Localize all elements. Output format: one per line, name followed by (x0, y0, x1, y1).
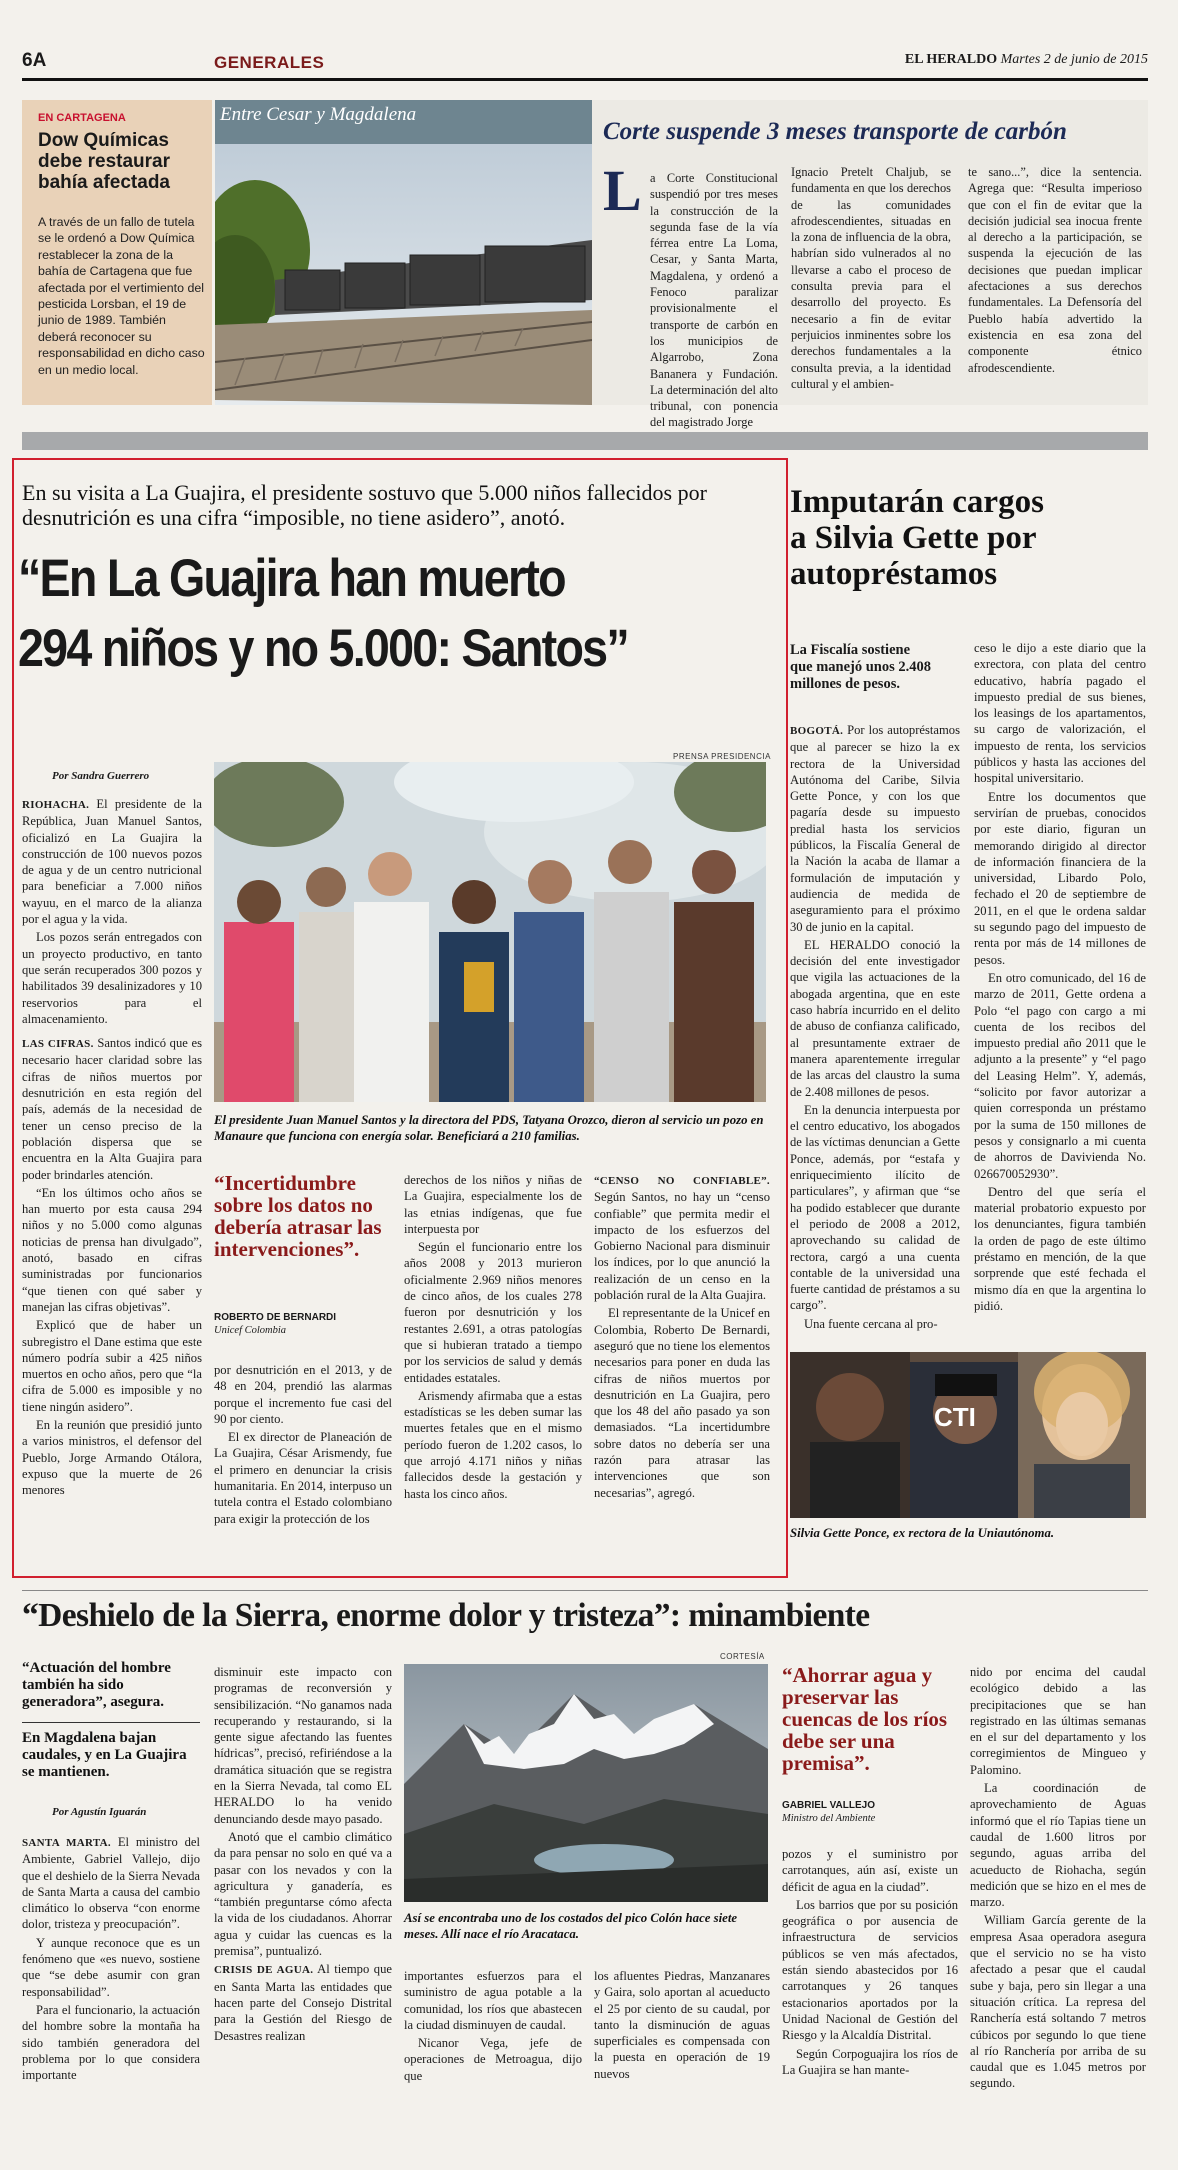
paper-name: EL HERALDO (904, 52, 998, 67)
sierra-caption: Así se encontraba uno de los costados del pico Colón hace siete meses. Allí nace el río Aracataca. (404, 1911, 738, 1941)
train-photo (215, 100, 592, 405)
gette-headline-line-2: a Silvia Gette por (790, 520, 1037, 556)
main-col-4-p2: El representante de la Unicef en Colombia, Roberto De Bernardi, aseguró que no tiene los elementos necesarios para poner en duda las cifras de niños muertos por desnutrición en La Guajira, pero que los 48 del año pasado ya son demasiados. “La incertidumbre sobre datos no debería ser una razón para atrasar las intervenciones que son necesarias”, agregó. (594, 1306, 770, 1500)
vallejo-quote-author: GABRIEL VALLEJO (782, 1800, 875, 1811)
vallejo-quote: “Ahorrar agua y preservar las cuencas de los ríos debe ser una premisa”. (782, 1663, 948, 1775)
main-headline-line-1: “En La Guajira han muerto (18, 549, 565, 608)
gette-col-1-p3: En la denuncia interpuesta por el centro educativo, los abogados de las víctimas denuncian a Gette Ponce, además, por “estafa y enriquecimiento ilícito de particulares”, y afirman que “se ha podido establecer que durante el periodo de 2008 a 2012, aprovechando su calidad de rectora, cargó a una cuenta contable de la universidad una fuerte cantidad de préstamos a su cargo”. (790, 1102, 960, 1313)
gette-col-1-p2: EL HERALDO conoció la decisión del ente investigador que vigila las actuaciones de la abogada argentina, que en este caso habría incurrido en el delito de abuso de confianza calificado, al presuntamente extraer de manera aparentemente irregular de las arcas del claustro la suma de 2.408 millones de pesos. (790, 937, 960, 1099)
sierra-col-1 (22, 1834, 200, 2085)
masthead-rule (22, 78, 1148, 81)
gette-headline (790, 484, 1160, 592)
main-col-1-p4: “En los últimos ocho años se han muerto por esta causa 294 niños y no 5.000 como algunas noticias de prensa han divulgado”, anotó, basado en cifras suministradas por funcionarios “que tienen con qué saber y manejan las cifras objetivas”. (22, 1185, 202, 1314)
sierra-col-6-p2: La coordinación de aprovechamiento de Aguas informó que el río Tapias tiene un caudal de 1.600 litros por segundo, aguas arriba del acueducto de Riohacha, según medición que se hizo en el mes de marzo. (970, 1781, 1146, 1910)
train-col-2 (791, 164, 951, 394)
train-col-3 (968, 164, 1142, 378)
sierra-col-5 (782, 1846, 958, 2080)
gette-photo-text: CTI (934, 1402, 976, 1432)
sierra-sub-1: “Actuación del hombre también ha sido generadora”, asegura. (22, 1660, 171, 1710)
train-col-3-text: te sano...”, dice la sentencia. Agrega que: “Resulta imperioso que con el fin de evitar que la decisión judicial sea inocua frente al derecho a la participación, se suspenda la ejecución de las decisiones que puedan implicar afectaciones a sus derechos fundamentales. La Defensoría del Pueblo había advertido la existencia en esa zona del componente étnico afrodescendiente. (968, 165, 1142, 375)
sierra-headline: “Deshielo de la Sierra, enorme dolor y tristeza”: minambiente (22, 1597, 870, 1634)
vallejo-quote-role: Ministro del Ambiente (782, 1813, 876, 1824)
sierra-photo-credit: CORTESÍA (720, 1652, 765, 1661)
sierra-col-1-p1: El ministro del Ambiente, Gabriel Vallejo, dijo que el deshielo de la Sierra Nevada de Santa Marta a causa del cambio climático lo observa “con enorme dolor, tristeza y preocupación”. (22, 1835, 201, 1932)
gette-col-2-p3: En otro comunicado, del 16 de marzo de 2011, Gette ordena a Polo “el pago con cargo a mi cuenta de los recibos del impuesto predial año 2011 que le adjunto a la presente” y “el pago del Leasing Helm”. Y, además, “solicito por favor autorizar a quien corresponda un préstamo por la suma de 150 millones de pesos y consignarlo a mi cuenta de ahorros de Davivienda No. 026670052930”. (974, 970, 1146, 1181)
main-deck: En su visita a La Guajira, el presidente sostuvo que 5.000 niños fallecidos por desnutrición es una cifra “imposible, no tiene asidero”, anotó. (22, 480, 707, 530)
train-headline: Corte suspende 3 meses transporte de carbón (603, 118, 1067, 145)
gette-photo (790, 1352, 1146, 1518)
main-subhead-censo: “CENSO NO CONFIABLE”. (594, 1175, 770, 1187)
gette-col-2 (974, 640, 1146, 1316)
sierra-sub-rule (22, 1722, 200, 1723)
main-col-3 (404, 1172, 582, 1504)
main-col-1-p1: El presidente de la República, Juan Manuel Santos, oficializó en La Guajira la construcción de 100 nuevos pozos de agua y de un centro nutricional para beneficiar a 7.000 niños wayuu, en el marco de la alianza por el agua y la vida. (22, 797, 202, 927)
main-col-1-p6: En la reunión que presidió junto a varios ministros, el defensor del Pueblo, Jorge Armando Otálora, expuso que la muerte de 26 menores (22, 1417, 202, 1498)
unicef-quote-role: Unicef Colombia (214, 1325, 287, 1336)
sierra-col-2-p3: Al tiempo que en Santa Marta las entidades que hacen parte del Consejo Distrital para la Gestión del Riesgo de Desastres realizan (214, 1962, 392, 2043)
brief-title: Dow Químicas debe restaurar bahía afectada (38, 130, 171, 193)
gette-col-1-p1: Por los autopréstamos que al parecer se hizo la ex rectora de la Universidad Autónoma del Caribe, Silvia Gette Ponce, y con los que pagaría desde su impuesto predial hasta los servicios públicos, la Fiscalía General de la Nación la acaba de llamar a formulación de imputación y audiencia de medida de aseguramiento para el próximo 30 de junio en la capital. (790, 723, 960, 934)
train-col-2-text: Ignacio Pretelt Chaljub, se fundamenta en que los derechos de las comunidades afrodescendientes, situadas en la zona de influencia de la obra, habrían sido vulnerados al no llevarse a cabo el proceso de consulta previa para el desarrollo del proyecto. Es necesario a fin de evitar perjuicios inminentes sobre los derechos fundamentales a la consulta previa, a la identidad cultural y el ambien- (791, 165, 951, 391)
section-name: GENERALES (214, 53, 325, 72)
sierra-col-5-p1: pozos y el suministro por carrotanques, aún así, existe un déficit de agua en la ciudad”. (782, 1847, 958, 1894)
sierra-col-5-p3: Según Corpoguajira los ríos de La Guajira se han mante- (782, 2046, 958, 2077)
sierra-col-6-p1: nido por encima del caudal ecológico debido a las precipitaciones que se han registrado en las últimas semanas en el sur del departamento y los corregimientos de Mingueo y Palomino. (970, 1665, 1146, 1777)
santos-caption: El presidente Juan Manuel Santos y la directora del PDS, Tatyana Orozco, dieron al servicio un pozo en Manaure que funciona con energía solar. Beneficiará a 210 familias. (214, 1113, 764, 1143)
main-col-3-p3: Arismendy afirmaba que a estas estadísticas se les deben sumar las muertes fetales que en el mismo período fueron de 1.202 casos, lo que arrojó 4.171 niños y niñas fallecidos desde la gestación y hasta los cinco años. (404, 1388, 582, 1501)
train-col-1 (650, 170, 778, 433)
sierra-photo (404, 1664, 768, 1902)
sierra-byline: Por Agustín Iguarán (52, 1806, 147, 1818)
gette-col-2-p4: Dentro del que sería el material probatorio expuesto por los denunciantes, figura también la orden de pago de este último préstamo en mención, de la que sorprende que esté fechada el mismo día en que la argentina lo pidió. (974, 1184, 1146, 1313)
main-byline: Por Sandra Guerrero (52, 770, 150, 782)
gette-col-1-p4: Una fuente cercana al pro- (804, 1316, 938, 1331)
sierra-col-4-p1: los afluentes Piedras, Manzanares y Gaira, solo aportan al acueducto el 25 por ciento de su caudal, por tanto la disminución de aguas superficiales es compensada con la puesta en operación de 19 nuevos (594, 1969, 770, 2081)
main-col-1 (22, 796, 202, 1500)
sierra-col-1-p3: Para el funcionario, la actuación del hombre sobre la montaña ha sido también generadora del problema por lo que considera importante (22, 2002, 200, 2083)
section-divider (22, 432, 1148, 450)
page-number: 6A (22, 50, 47, 71)
sierra-col-2-p1: disminuir este impacto con programas de reconversión y sensibilización. “No ganamos nada recuperando y restaurando, si la gente sigue afectando las fuentes hídricas”, precisó, refiriéndose a la dramática situación que se registra en la Sierra Nevada, tal como EL HERALDO lo ha venido denunciando desde mayo pasado. (214, 1665, 392, 1826)
sierra-col-3-p1: importantes esfuerzos para el suministro de agua potable a la comunidad, los ríos que abastecen la ciudad disminuyen de caudal. (404, 1969, 582, 2032)
sierra-col-2-p2: Anotó que el cambio climático da para pensar no solo en qué va a pasar con los nevados y con la agricultura y ganadería, es “también preguntarse cómo afecta la vida de los ciudadanos. Ahorrar agua y cuidar las cuencas es la premisa”, puntualizó. (214, 1829, 392, 1959)
main-col-4 (594, 1172, 770, 1503)
main-col-1-p5: Explicó que de haber un subregistro el Dane estima que este número podría subir a 425 niños muertos en ocho años, pero que “la cifra de 5.000 es imposible y no tiene ningún asidero”. (22, 1318, 202, 1414)
main-col-1-p2: Los pozos serán entregados con un proyecto productivo, en tanto que serán recuperados 300 pozos y habilitados 39 desalinizadores y 10 reservorios para el almacenamiento. (22, 930, 202, 1026)
gette-dateline: BOGOTÁ. (790, 725, 844, 737)
unicef-quote-author: ROBERTO DE BERNARDI (214, 1312, 337, 1323)
gette-col-1 (790, 722, 960, 1334)
masthead-paper (905, 52, 1148, 68)
train-dropcap: L (603, 158, 642, 223)
sierra-top-rule (22, 1590, 1148, 1591)
gette-caption: Silvia Gette Ponce, ex rectora de la Uniautónoma. (790, 1526, 1055, 1540)
gette-headline-line-3: autopréstamos (790, 556, 998, 592)
main-dateline: RIOHACHA. (22, 799, 90, 811)
main-col-3-p2: Según el funcionario entre los años 2008 y 2013 murieron oficialmente 2.969 niños menores de cinco años, de los cuales 278 fueron por desnutrición y los restantes 2.691, a otras patologías que si hubieran tratado a tiempo por los servicios de salud y demás entidades estatales. (404, 1240, 582, 1385)
sierra-col-2 (214, 1664, 392, 2046)
santos-photo (214, 762, 766, 1102)
issue-date: Martes 2 de junio de 2015 (1000, 52, 1148, 67)
sierra-col-6 (970, 1664, 1146, 2094)
main-col-2-p1: por desnutrición en el 2013, y de 48 en 204, prendió las alarmas porque el incremento fue casi del 90 por ciento. (214, 1363, 392, 1426)
main-photo-credit: PRENSA PRESIDENCIA (673, 752, 771, 761)
main-headline-line-2: 294 niños y no 5.000: Santos” (18, 619, 628, 678)
train-photo-label: Entre Cesar y Magdalena (220, 104, 417, 125)
sierra-col-6-p3: William García gerente de la empresa Asaa operadora asegura que el servicio no se ha visto afectado a pesar que el caudal sube y baja, pero sin llegar a una situación crítica. La represa del Ranchería está soltando 7 metros cúbicos por segundo lo que tiene al río Ranchería por arriba de su caudal que es 1.045 metros por segundo. (970, 1913, 1146, 2091)
main-col-2 (214, 1362, 392, 1529)
brief-body: A través de un fallo de tutela se le ordenó a Dow Química restablecer la zona de la bahía de Cartagena que fue afectada por el vertimiento del pesticida Lorsban, el 19 de junio de 1989. También deberá reconocer su responsabilidad en dicho caso en un medio local. (38, 215, 205, 377)
main-col-3-p1: derechos de los niños y niñas de La Guajira, especialmente los de las etnias indígenas, que fue interpuesta por (404, 1173, 582, 1236)
main-col-2-p2: El ex director de Planeación de La Guajira, César Arismendy, fue el primero en denunciar la crisis humanitaria. En 2014, interpuso un tutela contra el Estado colombiano para exigir la protección de los (214, 1430, 392, 1526)
gette-col-2-p2: Entre los documentos que servirían de pruebas, conocidos por este diario, figuran un memorando dirigido al director de información financiera de la universidad, Libardo Polo, fechado el 20 de septiembre de 2011, en el que le ordena saldar su segundo pago del impuesto de renta por más de 14 millones de pesos. (974, 789, 1146, 967)
sierra-col-4 (594, 1968, 770, 2084)
main-subhead-cifras: LAS CIFRAS. (22, 1038, 94, 1051)
sierra-col-3 (404, 1968, 582, 2086)
train-col-1-text: a Corte Constitucional suspendió por tres meses la construcción de la segunda fase de la vía férrea entre La Loma, Cesar, y Santa Marta, Magdalena, y ordenó a Fenoco paralizar provisionalmente el transporte de carbón en los municipios de Algarrobo, Zona Bananera y Fundación. La determinación del alto tribunal, con ponencia del magistrado Jorge (650, 171, 778, 430)
sierra-col-3-p2: Nicanor Vega, jefe de operaciones de Metroagua, dijo que (404, 2036, 582, 2083)
main-col-1-p3: Santos indicó que es necesario hacer claridad sobre las cifras de niños muertos por desnutrición en esta región del país, además de la necesidad de tener un censo preciso de la población dispersa que se encuentra en la Alta Guajira para poder brindarles atención. (22, 1036, 202, 1182)
gette-headline-line-1: Imputarán cargos (790, 484, 1044, 520)
unicef-quote: “Incertidumbre sobre los datos no debería atrasar las intervenciones”. (214, 1171, 382, 1261)
sierra-sub-2: En Magdalena bajan caudales, y en La Guajira se mantienen. (22, 1730, 187, 1780)
brief-tag: EN CARTAGENA (38, 112, 126, 124)
sierra-col-1-p2: Y aunque reconoce que es un fenómeno que «es nuevo, sostiene que “se debe asumir con gran responsabilidad”. (22, 1935, 200, 1999)
sierra-dateline: SANTA MARTA. (22, 1837, 111, 1849)
sierra-col-5-p2: Los barrios que por su posición geográfica o por ausencia de infraestructura de servicios públicos se ven más afectados, están siendo abastecidos por 16 carrotanques y 26 tanques estacionarios aportados por la Unidad Nacional de Gestión del Riesgo y la Alcaldía Distrital. (782, 1897, 958, 2043)
gette-summary: La Fiscalía sostiene que manejó unos 2.408 millones de pesos. (790, 642, 931, 692)
sierra-subhead-crisis: CRISIS DE AGUA. (214, 1964, 314, 1977)
gette-col-2-p1: ceso le dijo a este diario que la exrectora, con plata del centro educativo, habría pagado el impuesto predial de sus bienes, los leasings de los apartamentos, su cargo de valorización, el impuesto de renta, los servicios públicos y hasta las acciones del hospital universitario. (974, 641, 1146, 786)
main-col-4-p1: Según Santos, no hay un “censo confiable” que permita medir el impacto de los esfuerzos del Gobierno Nacional para disminuir los índices, por lo que anunció la realización de un censo en la población rural de la Alta Guajira. (594, 1190, 770, 1303)
